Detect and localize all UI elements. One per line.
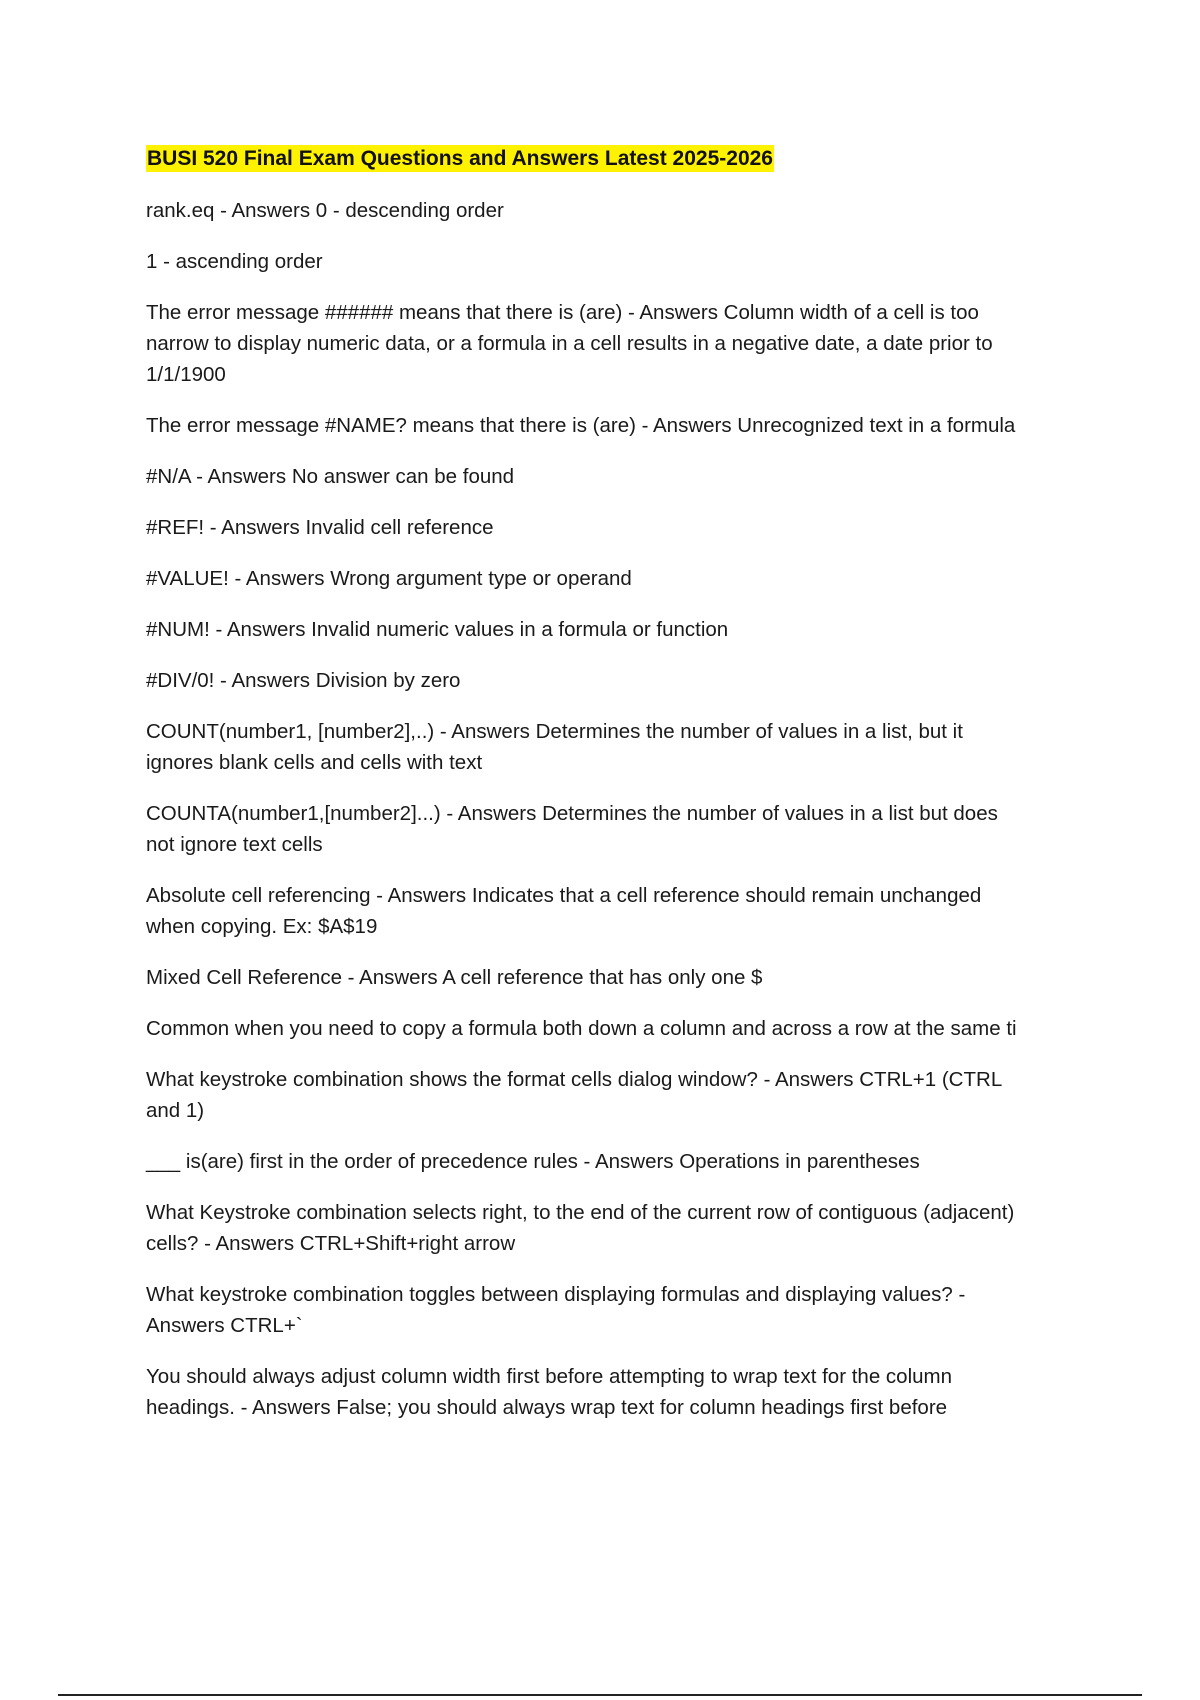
qa-item xyxy=(146,512,1096,543)
qa-text-line: rank.eq - Answers 0 - descending order xyxy=(146,199,504,222)
qa-item xyxy=(146,1197,1096,1259)
qa-text-line: cells? - Answers CTRL+Shift+right arrow xyxy=(146,1232,516,1255)
qa-text-line: 1/1/1900 xyxy=(146,363,226,386)
qa-text-line: and 1) xyxy=(146,1099,205,1122)
qa-item xyxy=(146,563,1096,594)
qa-text-line: Common when you need to copy a formula both down a column and across a row at the same ti xyxy=(146,1017,1017,1040)
title-block xyxy=(146,145,1096,175)
qa-text-line: when copying. Ex: $A$19 xyxy=(146,915,378,938)
qa-item xyxy=(146,1064,1096,1126)
qa-text-line: The error message ###### means that there is (are) - Answers Column width of a cell is too xyxy=(146,301,979,324)
qa-text-line: #DIV/0! - Answers Division by zero xyxy=(146,669,461,692)
qa-text-line: What keystroke combination toggles between displaying formulas and displaying values? - xyxy=(146,1283,966,1306)
qa-text-line: headings. - Answers False; you should always wrap text for column headings first before xyxy=(146,1396,948,1419)
qa-item xyxy=(146,461,1096,492)
qa-item xyxy=(146,1146,1096,1177)
qa-text-line: COUNTA(number1,[number2]...) - Answers Determines the number of values in a list but does xyxy=(146,802,998,825)
qa-item xyxy=(146,1279,1096,1341)
qa-text-line: #VALUE! - Answers Wrong argument type or operand xyxy=(146,567,632,590)
qa-text-line: You should always adjust column width first before attempting to wrap text for the column xyxy=(146,1365,952,1388)
qa-text-line: What Keystroke combination selects right, to the end of the current row of contiguous (adjacent) xyxy=(146,1201,1015,1224)
document-title: BUSI 520 Final Exam Questions and Answers Latest 2025-2026 xyxy=(147,147,773,170)
page-bottom-rule xyxy=(58,1694,1142,1696)
qa-text-line: #NUM! - Answers Invalid numeric values in a formula or function xyxy=(146,618,729,641)
qa-item xyxy=(146,665,1096,696)
qa-text-line: ignores blank cells and cells with text xyxy=(146,751,483,774)
qa-item xyxy=(146,880,1096,942)
qa-text-line: 1 - ascending order xyxy=(146,250,323,273)
qa-item xyxy=(146,410,1096,441)
qa-list xyxy=(146,195,1096,1423)
qa-text-line: Absolute cell referencing - Answers Indicates that a cell reference should remain unchanged xyxy=(146,884,982,907)
qa-item xyxy=(146,962,1096,993)
qa-text-line: What keystroke combination shows the format cells dialog window? - Answers CTRL+1 (CTRL xyxy=(146,1068,1003,1091)
qa-item xyxy=(146,195,1096,226)
qa-text-line: Answers CTRL+` xyxy=(146,1314,303,1337)
qa-text-line: not ignore text cells xyxy=(146,833,323,856)
qa-text-line: narrow to display numeric data, or a formula in a cell results in a negative date, a date prior to xyxy=(146,332,993,355)
qa-text-line: #N/A - Answers No answer can be found xyxy=(146,465,515,488)
qa-item xyxy=(146,1013,1096,1044)
qa-item xyxy=(146,297,1096,390)
document-body xyxy=(146,145,1096,1443)
qa-text-line: #REF! - Answers Invalid cell reference xyxy=(146,516,494,539)
qa-text-line: COUNT(number1, [number2],..) - Answers Determines the number of values in a list, but it xyxy=(146,720,963,743)
qa-text-line: The error message #NAME? means that there is (are) - Answers Unrecognized text in a formula xyxy=(146,414,1016,437)
qa-text-line: Mixed Cell Reference - Answers A cell reference that has only one $ xyxy=(146,966,763,989)
qa-item xyxy=(146,798,1096,860)
qa-text-line: ___ is(are) first in the order of precedence rules - Answers Operations in parentheses xyxy=(146,1150,920,1173)
qa-item xyxy=(146,614,1096,645)
qa-item xyxy=(146,246,1096,277)
qa-item xyxy=(146,1361,1096,1423)
qa-item xyxy=(146,716,1096,778)
